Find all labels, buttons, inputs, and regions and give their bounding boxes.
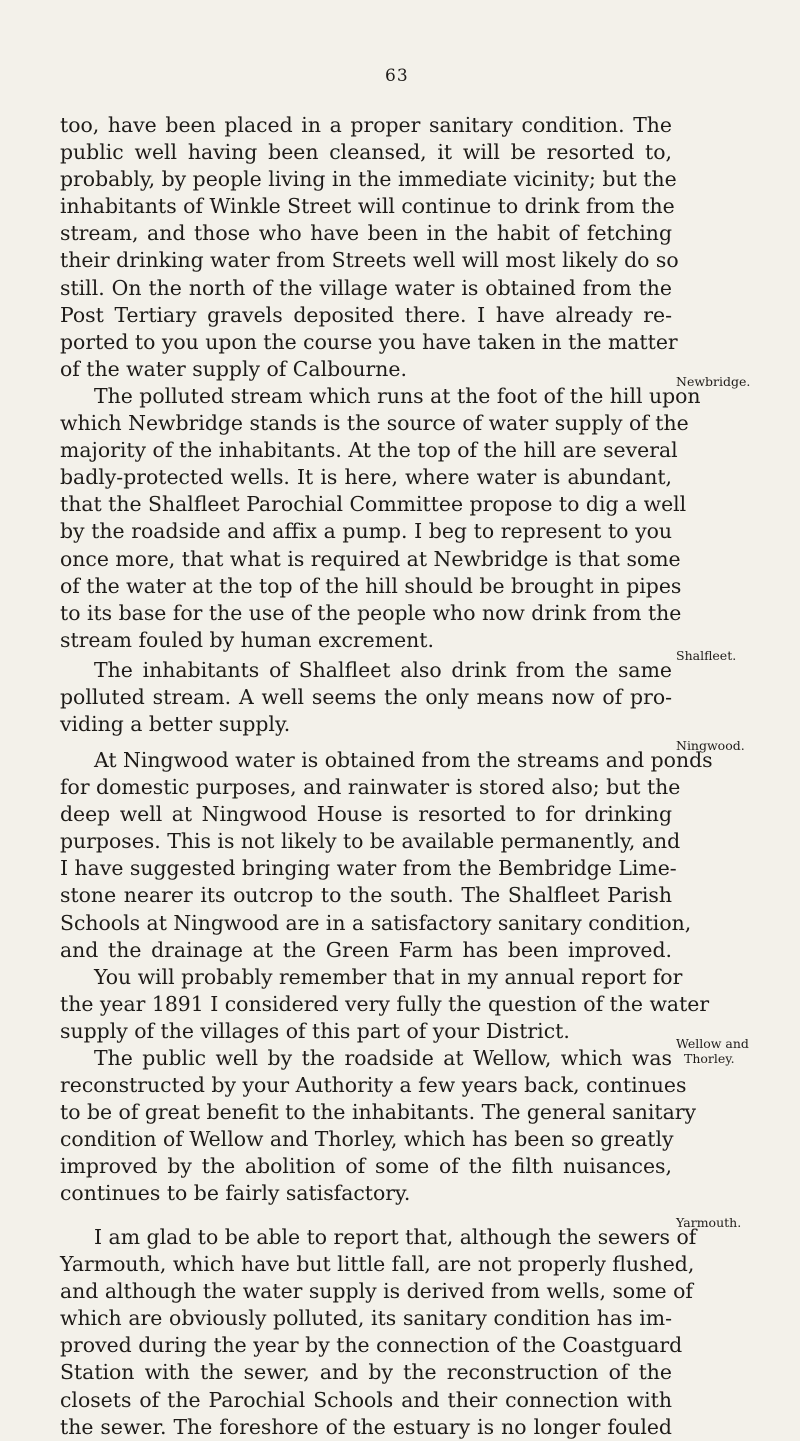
text-line: Post Tertiary gravels deposited there. I have already re- [60,302,672,327]
text-line: ported to you upon the course you have taken in the matter [60,329,678,354]
text-line: improved by the abolition of some of the filth nuisances, [60,1154,672,1179]
text-line: of the water at the top of the hill should be brought in pipes [60,573,682,598]
text-line: The inhabitants of Shalfleet also drink from the same [94,658,672,682]
page-number: 63 [385,66,409,86]
text-line: once more, that what is required at Newbridge is that some [60,546,681,571]
text-line: and the drainage at the Green Farm has been improved. [60,937,672,962]
text-line: the sewer. The foreshore of the estuary is no longer fouled [60,1414,672,1439]
text-line: badly-protected wells. It is here, where water is abundant, [60,465,672,490]
margin-note-shalfleet: Shalfleet. [676,648,737,663]
text-line: by the roadside and affix a pump. I beg to represent to you [60,519,672,544]
text-line: I have suggested bringing water from the Bembridge Lime- [60,856,677,881]
text-line: public well having been cleansed, it will be resorted to, [60,140,672,165]
text-line: inhabitants of Winkle Street will continue to drink from the [60,194,675,219]
text-line: continues to be fairly satisfactory. [60,1181,411,1206]
text-line: I am glad to be able to report that, although the sewers of [94,1225,697,1249]
text-line: which Newbridge stands is the source of water supply of the [60,411,689,436]
text-line: The public well by the roadside at Wellow, which was [94,1046,672,1070]
text-line: to its base for the use of the people who now drink from the [60,600,682,625]
text-line: the year 1891 I considered very fully the question of the water [60,991,710,1016]
text-line: polluted stream. A well seems the only means now of pro- [60,685,672,710]
text-line: stream, and those who have been in the habit of fetching [60,221,672,246]
text-line: still. On the north of the village water is obtained from the [60,275,672,300]
margin-note-newbridge: Newbridge. [676,374,751,389]
text-line: Yarmouth, which have but little fall, are not properly flushed, [60,1252,695,1277]
margin-note-ningwood: Ningwood. [676,738,745,753]
text-line: stream fouled by human excrement. [60,627,434,652]
paragraph-5 [60,1045,697,1208]
text-line: too, have been placed in a proper sanitary condition. The [60,113,672,137]
text-line: that the Shalfleet Parochial Committee propose to dig a well [60,492,687,517]
text-line: stone nearer its outcrop to the south. The Shalfleet Parish [60,883,672,908]
text-line: of the water supply of Calbourne. [60,356,407,381]
text-line: to be of great benefit to the inhabitants. The general sanitary [60,1100,697,1125]
text-line: reconstructed by your Authority a few years back, continues [60,1073,687,1098]
text-line: proved during the year by the connection of the Coastguard [60,1333,683,1358]
text-line: probably, by people living in the immediate vicinity; but the [60,167,677,192]
margin-note-wellow-thorley: Wellow and Thorley. [676,1036,749,1066]
paragraph-1 [60,112,679,383]
text-line: At Ningwood water is obtained from the streams and ponds [94,748,713,772]
text-line: viding a better supply. [60,712,291,737]
text-line: their drinking water from Streets well will most likely do so [60,248,679,273]
text-line: for domestic purposes, and rainwater is stored also; but the [60,775,681,800]
paragraph-4 [60,747,713,1045]
paragraph-3 [60,657,672,738]
text-line: The polluted stream which runs at the foot of the hill upon [94,384,701,408]
text-line: supply of the villages of this part of your District. [60,1018,570,1043]
text-line: Station with the sewer, and by the reconstruction of the [60,1360,672,1385]
paragraph-2 [60,383,701,654]
text-line: majority of the inhabitants. At the top of the hill are several [60,438,678,463]
margin-note-yarmouth: Yarmouth. [676,1215,742,1230]
text-line: and although the water supply is derived from wells, some of [60,1279,693,1304]
text-line: You will probably remember that in my annual report for [94,964,683,989]
paragraph-6 [60,1224,697,1441]
text-line: purposes. This is not likely to be available permanently, and [60,829,681,854]
text-line: closets of the Parochial Schools and their connection with [60,1387,672,1412]
text-line: which are obviously polluted, its sanitary condition has im- [60,1306,672,1331]
text-line: condition of Wellow and Thorley, which has been so greatly [60,1127,674,1152]
text-line: deep well at Ningwood House is resorted to for drinking [60,802,672,827]
text-line: Schools at Ningwood are in a satisfactory sanitary condition, [60,910,692,935]
